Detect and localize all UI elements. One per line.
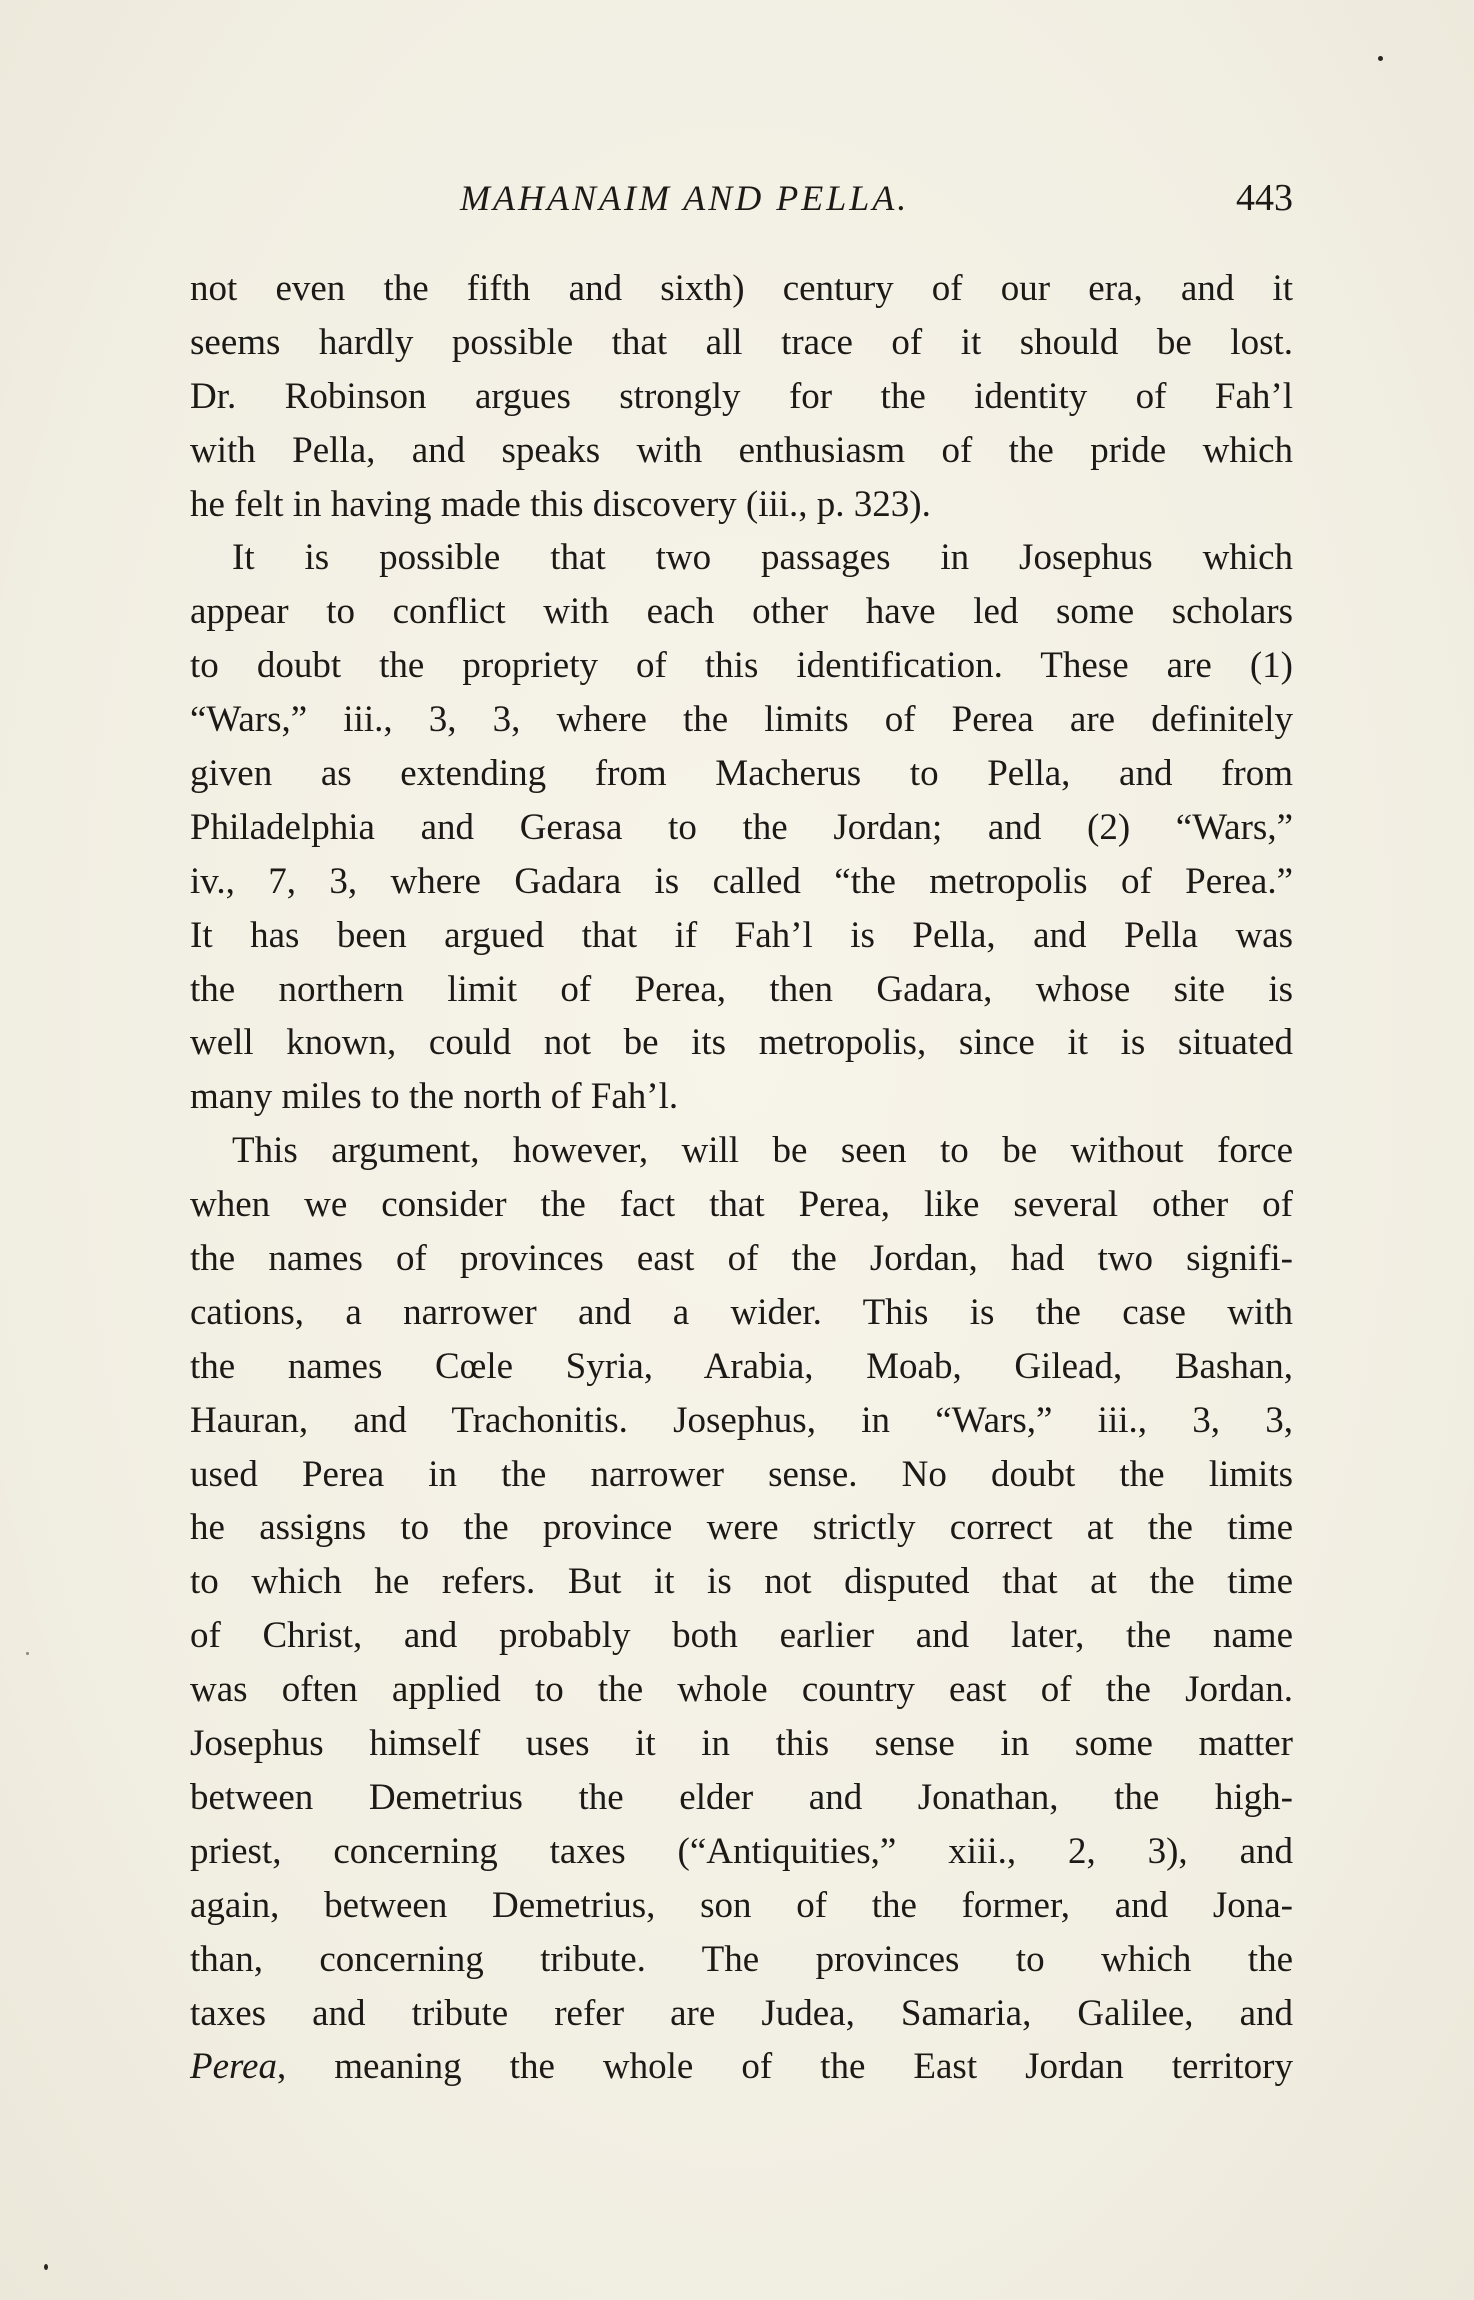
- paper-speck: [44, 2264, 48, 2270]
- text-line: the names Cœle Syria, Arabia, Moab, Gilead, Bashan,: [190, 1345, 1293, 1387]
- text-line: priest, concerning taxes (“Antiquities,” xiii., 2, 3), and: [190, 1830, 1293, 1872]
- text-line: cations, a narrower and a wider. This is the case with: [190, 1291, 1293, 1333]
- running-head: [190, 168, 1293, 228]
- text-line: appear to conflict with each other have led some scholars: [190, 591, 1293, 633]
- text-line: It is possible that two passages in Josephus which: [232, 537, 1293, 579]
- text-line: between Demetrius the elder and Jonathan, the high-: [190, 1776, 1293, 1818]
- text-line: the names of provinces east of the Jordan, had two signifi-: [190, 1238, 1293, 1280]
- text-line: than, concerning tribute. The provinces to which the: [190, 1938, 1293, 1980]
- text-line: Josephus himself uses it in this sense in some matter: [190, 1723, 1293, 1765]
- text-line: was often applied to the whole country east of the Jordan.: [190, 1669, 1293, 1711]
- text-line: he assigns to the province were strictly correct at the time: [190, 1507, 1293, 1549]
- text-line: It has been argued that if Fah’l is Pella, and Pella was: [190, 914, 1293, 956]
- text-line: Hauran, and Trachonitis. Josephus, in “Wars,” iii., 3, 3,: [190, 1399, 1293, 1441]
- text-line: when we consider the fact that Perea, like several other of: [190, 1184, 1293, 1226]
- paper-speck: [26, 1652, 29, 1655]
- page-number: 443: [1236, 177, 1293, 219]
- paper-speck: [1378, 56, 1383, 61]
- text-line: again, between Demetrius, son of the former, and Jona-: [190, 1884, 1293, 1926]
- text-line: taxes and tribute refer are Judea, Samaria, Galilee, and: [190, 1992, 1293, 2034]
- text-line: seems hardly possible that all trace of it should be lost.: [190, 321, 1293, 363]
- text-line: “Wars,” iii., 3, 3, where the limits of Perea are definitely: [190, 699, 1293, 741]
- running-title: MAHANAIM AND PELLA.: [460, 178, 910, 218]
- text-line: well known, could not be its metropolis, since it is situated: [190, 1022, 1293, 1064]
- text-line: used Perea in the narrower sense. No doubt the limits: [190, 1453, 1293, 1495]
- text-line: with Pella, and speaks with enthusiasm of the pride which: [190, 429, 1293, 471]
- text-line: Dr. Robinson argues strongly for the identity of Fah’l: [190, 375, 1293, 417]
- text-line-final: [190, 2040, 1293, 2094]
- text-line: the northern limit of Perea, then Gadara, whose site is: [190, 968, 1293, 1010]
- text-line: Philadelphia and Gerasa to the Jordan; and (2) “Wars,”: [190, 806, 1293, 848]
- italic-word: Perea: [190, 2046, 277, 2088]
- text-line: to which he refers. But it is not disputed that at the time: [190, 1561, 1293, 1603]
- text-line: given as extending from Macherus to Pella, and from: [190, 753, 1293, 795]
- text-line: not even the fifth and sixth) century of our era, and it: [190, 268, 1293, 309]
- final-line-rest: , meaning the whole of the East Jordan territory: [276, 2046, 1293, 2088]
- text-line: he felt in having made this discovery (iii., p. 323).: [190, 483, 931, 525]
- text-line: to doubt the propriety of this identification. These are (1): [190, 645, 1293, 687]
- text-line: This argument, however, will be seen to be without force: [232, 1130, 1293, 1172]
- body-text: [190, 262, 1293, 2094]
- text-line: of Christ, and probably both earlier and later, the name: [190, 1615, 1293, 1657]
- text-line: iv., 7, 3, where Gadara is called “the metropolis of Perea.”: [190, 860, 1293, 902]
- text-line: many miles to the north of Fah’l.: [190, 1076, 679, 1118]
